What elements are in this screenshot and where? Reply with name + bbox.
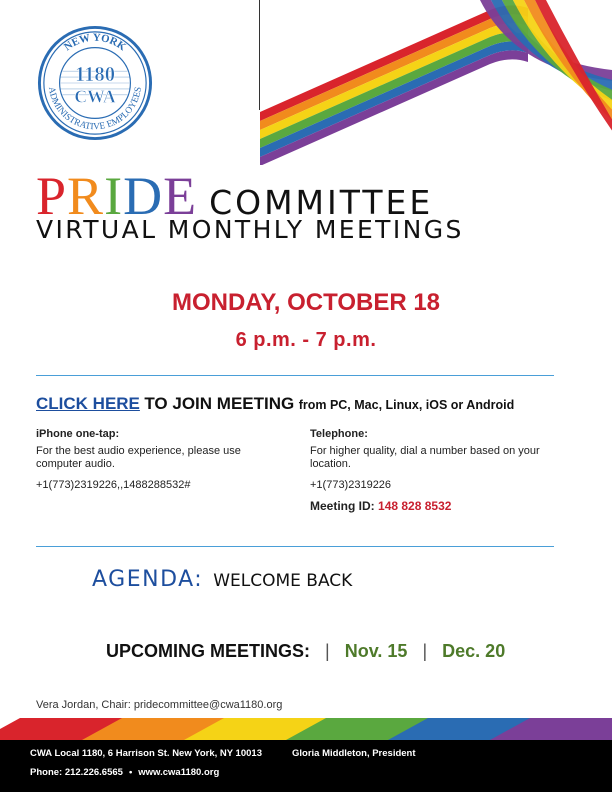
telephone-heading: Telephone: <box>310 428 368 440</box>
iphone-heading: iPhone one-tap: <box>36 428 120 440</box>
iphone-number: +1(773)2319226,,1488288532# <box>36 479 191 491</box>
cwa-1180-logo <box>36 24 154 142</box>
telephone-description: For higher quality, dial a number based on your location. <box>310 445 540 470</box>
separator: | <box>325 641 330 661</box>
upcoming-meetings <box>106 641 505 662</box>
pride-letter: R <box>67 166 105 226</box>
footer-address: CWA Local 1180, 6 Harrison St. New York, NY 10013 <box>30 748 262 759</box>
logo-number: 1180 <box>74 64 116 87</box>
footer-president: Gloria Middleton, President <box>292 748 416 759</box>
meeting-id-value: 148 828 8532 <box>378 499 452 513</box>
committee-word: COMMITTEE <box>209 183 434 222</box>
pride-letter: P <box>36 166 68 226</box>
pride-letter: I <box>104 166 124 226</box>
iphone-description: For the best audio experience, please use computer audio. <box>36 445 241 470</box>
rainbow-stripe <box>0 718 612 740</box>
telephone-number: +1(773)2319226 <box>310 479 392 491</box>
meeting-id-label: Meeting ID: <box>310 499 375 513</box>
join-text: TO JOIN MEETING <box>144 394 295 413</box>
upcoming-label: UPCOMING MEETINGS: <box>106 641 311 661</box>
meeting-id <box>310 500 560 513</box>
chair-contact: Vera Jordan, Chair: pridecommittee@cwa1180.org <box>36 699 283 711</box>
page-subtitle: VIRTUAL MONTHLY MEETINGS <box>36 215 464 244</box>
logo-bottom-text: ADMINISTRATIVE EMPLOYEES <box>45 86 145 133</box>
iphone-section <box>36 428 286 500</box>
ribbon-fold-band <box>535 0 612 131</box>
footer-contact <box>30 767 219 778</box>
separator: | <box>422 641 428 661</box>
divider-top <box>36 375 554 376</box>
telephone-section <box>310 428 560 521</box>
join-line <box>36 394 514 414</box>
footer-website[interactable]: www.cwa1180.org <box>138 767 220 778</box>
upcoming-date: Nov. 15 <box>344 641 408 661</box>
join-platforms: from PC, Mac, Linux, iOS or Android <box>298 398 515 412</box>
pride-letter: D <box>123 166 164 226</box>
pride-letter: E <box>163 166 198 226</box>
meeting-date: MONDAY, OCTOBER 18 <box>171 289 441 316</box>
agenda-label: AGENDA: <box>92 567 204 592</box>
rainbow-ribbon-graphic <box>260 0 612 165</box>
meeting-time: 6 p.m. - 7 p.m. <box>235 329 377 351</box>
footer-phone: Phone: 212.226.6565 <box>30 767 123 778</box>
logo-initials: CWA <box>74 86 116 107</box>
footer <box>0 740 612 792</box>
upcoming-date: Dec. 20 <box>442 641 506 661</box>
agenda <box>92 567 352 592</box>
agenda-text: WELCOME BACK <box>213 571 353 591</box>
bullet: • <box>128 767 133 778</box>
logo-top-text: NEW YORK <box>61 31 129 54</box>
join-meeting-link[interactable]: CLICK HERE <box>36 394 140 413</box>
divider-bottom <box>36 546 554 547</box>
